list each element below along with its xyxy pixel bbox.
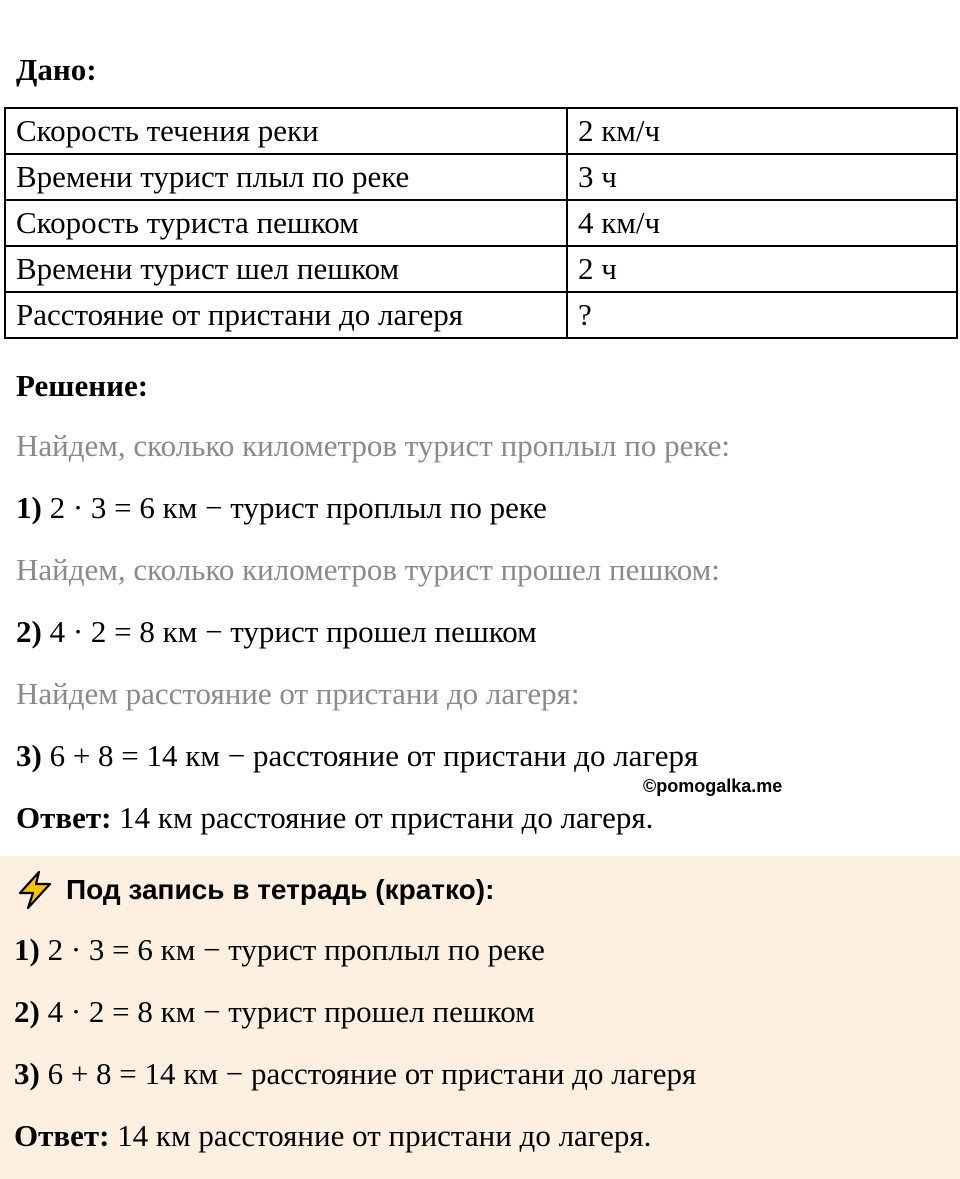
notebook-step-1 — [14, 932, 545, 968]
notebook-box — [0, 856, 960, 1179]
hint-line: Найдем расстояние от пристани до лагеря: — [16, 676, 580, 711]
given-label: Расстояние от пристани до лагеря — [5, 292, 567, 338]
given-label: Скорость туриста пешком — [5, 200, 567, 246]
table-row — [5, 246, 957, 292]
answer-text: 14 км расстояние от пристани до лагеря. — [109, 1118, 652, 1153]
table-row — [5, 200, 957, 246]
step-text: 2 · 3 = 6 км − турист проплыл по реке — [39, 932, 545, 967]
given-heading: Дано: — [16, 52, 97, 87]
given-label: Времени турист плыл по реке — [5, 154, 567, 200]
notebook-step-2 — [14, 994, 535, 1030]
given-label: Скорость течения реки — [5, 108, 567, 154]
answer-label: Ответ: — [14, 1118, 110, 1153]
given-value: 3 ч — [567, 154, 957, 200]
table-row — [5, 108, 957, 154]
solution-step-1 — [16, 490, 547, 526]
step-text: 4 · 2 = 8 км − турист прошел пешком — [41, 614, 537, 649]
notebook-title — [16, 870, 494, 910]
given-value: 2 ч — [567, 246, 957, 292]
hint-line: Найдем, сколько километров турист прошел пешком: — [16, 552, 720, 587]
table-row — [5, 154, 957, 200]
step-number: 3) — [16, 738, 42, 773]
lightning-icon — [16, 870, 54, 910]
step-text: 2 · 3 = 6 км − турист проплыл по реке — [41, 490, 547, 525]
step-number: 2) — [14, 994, 40, 1029]
step-text: 6 + 8 = 14 км − расстояние от пристани до лагеря — [41, 738, 699, 773]
step-text: 4 · 2 = 8 км − турист прошел пешком — [39, 994, 535, 1029]
given-label: Времени турист шел пешком — [5, 246, 567, 292]
given-value: 2 км/ч — [567, 108, 957, 154]
answer-text: 14 км расстояние от пристани до лагеря. — [111, 800, 654, 835]
notebook-title-text: Под запись в тетрадь (кратко): — [66, 874, 495, 905]
hint-line: Найдем, сколько километров турист проплыл по реке: — [16, 428, 731, 463]
step-number: 1) — [16, 490, 42, 525]
notebook-step-3 — [14, 1056, 696, 1092]
solution-step-3 — [16, 738, 698, 774]
given-table — [4, 107, 958, 339]
step-number: 3) — [14, 1056, 40, 1091]
given-value: 4 км/ч — [567, 200, 957, 246]
step-number: 1) — [14, 932, 40, 967]
solution-heading: Решение: — [16, 368, 149, 403]
table-row — [5, 292, 957, 338]
step-text: 6 + 8 = 14 км − расстояние от пристани до лагеря — [39, 1056, 697, 1091]
step-number: 2) — [16, 614, 42, 649]
notebook-answer — [14, 1118, 651, 1154]
watermark: ©pomogalka.me — [643, 776, 783, 796]
given-value: ? — [567, 292, 957, 338]
solution-step-2 — [16, 614, 537, 650]
answer-label: Ответ: — [16, 800, 112, 835]
answer-line — [16, 800, 653, 836]
